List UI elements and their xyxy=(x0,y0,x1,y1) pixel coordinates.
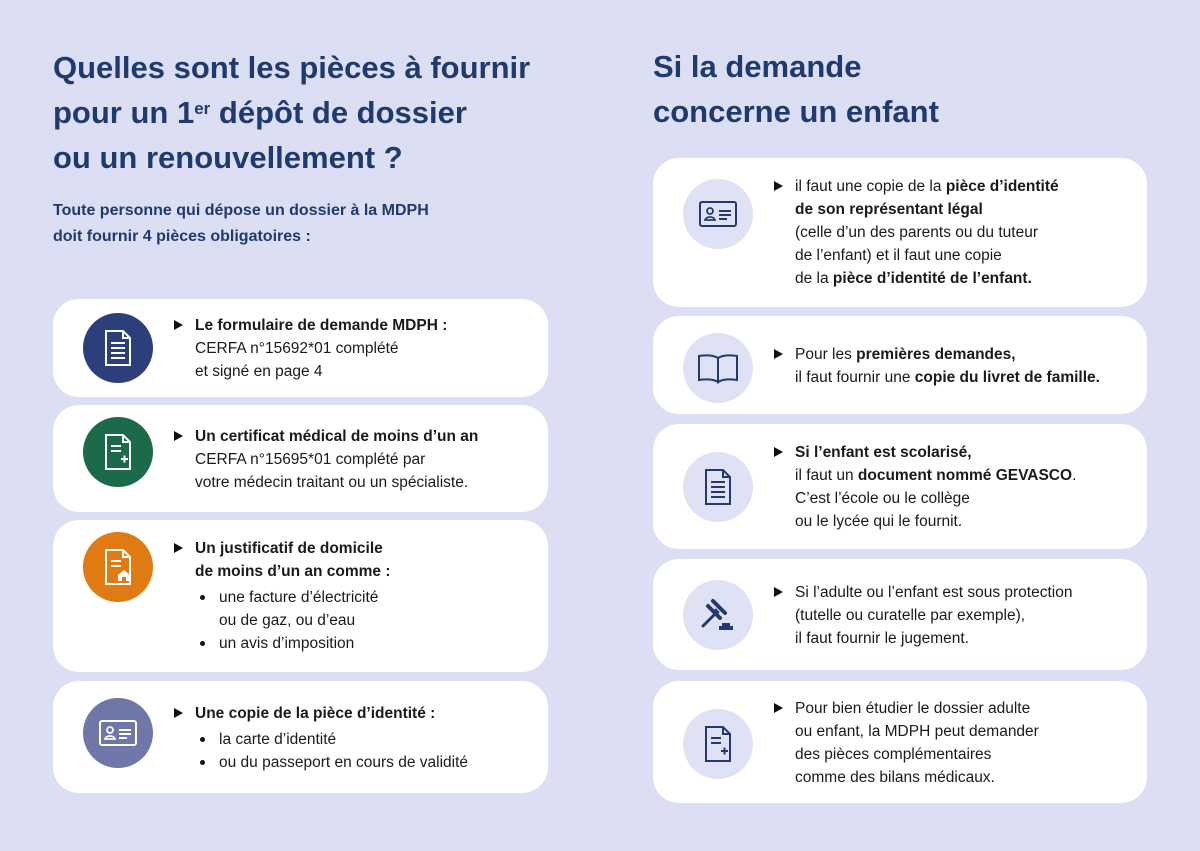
card-line: comme des bilans médicaux. xyxy=(795,769,995,786)
card-line: CERFA n°15695*01 complété par xyxy=(195,451,426,468)
card-line: de l’enfant) et il faut une copie xyxy=(795,247,1002,264)
card-text xyxy=(773,697,1133,789)
card-heading: Un justificatif de domicile xyxy=(195,540,383,557)
card-identite xyxy=(53,681,548,793)
card-heading: Le formulaire de demande MDPH : xyxy=(195,317,448,334)
card-text xyxy=(773,441,1133,533)
card-line: il faut fournir une xyxy=(795,369,915,386)
card-text xyxy=(173,314,543,383)
bullet-item: la carte d’identité xyxy=(173,728,543,751)
card-line: (celle d’un des parents ou du tuteur xyxy=(795,224,1038,241)
card-heading: Une copie de la pièce d’identité : xyxy=(195,705,436,722)
card-line: de la xyxy=(795,270,833,287)
card-line: . xyxy=(1072,467,1077,484)
title-line: pour un 1 xyxy=(53,95,195,130)
card-bold: pièce d’identité xyxy=(945,178,1059,195)
id-card-icon xyxy=(83,698,153,768)
title-line: dépôt de dossier xyxy=(210,95,467,130)
left-title xyxy=(53,45,573,180)
title-line: ou un renouvellement ? xyxy=(53,140,403,175)
right-title xyxy=(653,44,1073,134)
card-line: il faut fournir le jugement. xyxy=(795,630,970,647)
card-line: ou enfant, la MDPH peut demander xyxy=(795,723,1039,740)
card-enfant-identite xyxy=(653,158,1147,307)
card-text xyxy=(773,343,1133,389)
card-bold: premières demandes, xyxy=(856,346,1016,363)
bullet-item: ou de gaz, ou d’eau xyxy=(219,612,356,629)
title-line: Si la demande xyxy=(653,49,862,84)
card-livret-famille xyxy=(653,316,1147,414)
card-heading: Un certificat médical de moins d’un an xyxy=(195,428,479,445)
intro-line: Toute personne qui dépose un dossier à la MDPH xyxy=(53,202,429,219)
card-protection xyxy=(653,559,1147,670)
title-line: concerne un enfant xyxy=(653,94,939,129)
card-formulaire xyxy=(53,299,548,397)
card-text xyxy=(173,702,543,774)
bullet-item: une facture d’électricité xyxy=(173,586,543,609)
card-heading: de moins d’un an comme : xyxy=(195,563,391,580)
document-icon xyxy=(683,452,753,522)
card-pieces-complementaires xyxy=(653,681,1147,803)
card-line: Pour bien étudier le dossier adulte xyxy=(773,697,1133,720)
document-icon xyxy=(83,313,153,383)
card-bold: Si l’enfant est scolarisé, xyxy=(795,444,972,461)
intro-text xyxy=(53,198,533,250)
card-line: (tutelle ou curatelle par exemple), xyxy=(795,607,1026,624)
card-bold: pièce d’identité de l’enfant. xyxy=(832,270,1032,287)
superscript: er xyxy=(194,99,211,118)
card-line: et signé en page 4 xyxy=(195,363,323,380)
card-line: C’est l’école ou le collège xyxy=(795,490,970,507)
card-line: il faut une copie de la xyxy=(795,178,946,195)
card-line: Pour les xyxy=(795,346,857,363)
card-line: votre médecin traitant ou un spécialiste. xyxy=(195,474,469,491)
card-justificatif xyxy=(53,520,548,672)
card-line: Si l’adulte ou l’enfant est sous protection xyxy=(773,581,1133,604)
id-card-icon xyxy=(683,179,753,249)
medical-document-icon xyxy=(83,417,153,487)
gavel-icon xyxy=(683,580,753,650)
bullet-item: ou du passeport en cours de validité xyxy=(173,751,543,774)
card-text xyxy=(773,175,1133,290)
card-bold: copie du livret de famille. xyxy=(914,369,1100,386)
card-line: des pièces complémentaires xyxy=(795,746,992,763)
intro-line: doit fournir 4 pièces obligatoires : xyxy=(53,228,311,245)
medical-document-icon xyxy=(683,709,753,779)
book-icon xyxy=(683,333,753,403)
card-certificat xyxy=(53,405,548,512)
card-text xyxy=(173,537,543,655)
card-line: CERFA n°15692*01 complété xyxy=(195,340,399,357)
card-text xyxy=(773,581,1133,650)
home-document-icon xyxy=(83,532,153,602)
bullet-item: un avis d’imposition xyxy=(173,632,543,655)
card-gevasco xyxy=(653,424,1147,549)
card-line: il faut un xyxy=(795,467,858,484)
card-bold: de son représentant légal xyxy=(795,201,983,218)
card-text xyxy=(173,425,543,494)
title-line: Quelles sont les pièces à fournir xyxy=(53,50,531,85)
card-bold: document nommé GEVASCO xyxy=(857,467,1073,484)
card-line: ou le lycée qui le fournit. xyxy=(795,513,963,530)
